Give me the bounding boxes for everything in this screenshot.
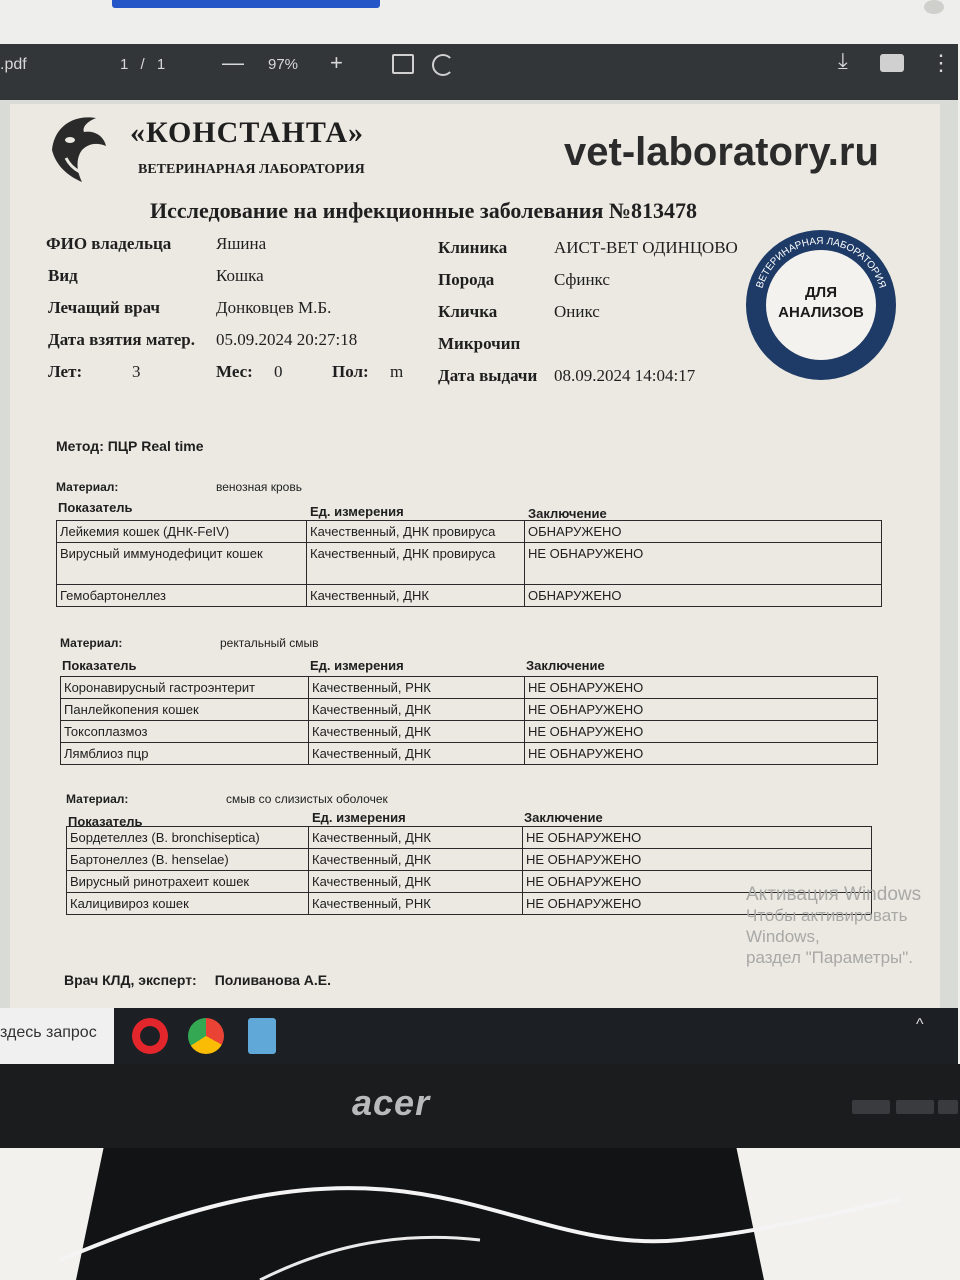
issue-date-value: 08.09.2024 14:04:17 xyxy=(554,366,696,385)
years-label: Лет: xyxy=(48,362,83,381)
indicator-cell: Бордетеллез (B. bronchiseptica) xyxy=(67,827,309,849)
monitor-frame xyxy=(0,1064,960,1148)
indicator-cell: Калицивироз кошек xyxy=(67,893,309,915)
screen xyxy=(0,44,958,1064)
stamp-line-2: АНАЛИЗОВ xyxy=(778,304,864,321)
download-icon[interactable]: ⤓ xyxy=(838,48,848,73)
chip-label: Микрочип xyxy=(438,334,521,353)
col-unit: Ед. измерения xyxy=(312,810,406,825)
owner-value: Яшина xyxy=(216,234,267,253)
indicator-cell: Коронавирусный гастроэнтерит xyxy=(61,677,309,699)
col-indicator: Показатель xyxy=(68,814,143,829)
table-row xyxy=(57,521,882,543)
sex-value: m xyxy=(390,362,404,381)
unit-cell: Качественный, ДНК xyxy=(309,871,523,893)
conclusion-cell: НЕ ОБНАРУЖЕНО xyxy=(523,893,872,915)
activation-line-2: Чтобы активировать Windows, xyxy=(746,906,908,946)
issue-date-label: Дата выдачи xyxy=(438,366,538,385)
opera-icon[interactable] xyxy=(132,1018,168,1054)
indicator-cell: Гемобартонеллез xyxy=(57,585,307,607)
conclusion-cell: НЕ ОБНАРУЖЕНО xyxy=(525,743,878,765)
stamp-line-1: ДЛЯ xyxy=(805,284,837,301)
breed-value: Сфинкс xyxy=(554,270,610,289)
table-row xyxy=(57,543,882,585)
conclusion-cell: НЕ ОБНАРУЖЕНО xyxy=(525,699,878,721)
sample-date-label: Дата взятия матер. xyxy=(48,330,195,349)
monitor-button[interactable] xyxy=(852,1100,890,1114)
brand-subtitle: ВЕТЕРИНАРНАЯ ЛАБОРАТОРИЯ xyxy=(138,162,365,177)
col-conclusion: Заключение xyxy=(526,658,605,673)
results-table xyxy=(60,676,878,765)
table-row xyxy=(61,677,878,699)
conclusion-cell: НЕ ОБНАРУЖЕНО xyxy=(523,871,872,893)
lab-stamp xyxy=(746,230,896,380)
unit-cell: Качественный, ДНК xyxy=(309,699,525,721)
signer-label: Врач КЛД, эксперт: xyxy=(64,972,197,988)
indicator-cell: Лейкемия кошек (ДНК-FeIV) xyxy=(57,521,307,543)
pdf-toolbar xyxy=(0,44,958,100)
calculator-icon[interactable] xyxy=(248,1018,276,1054)
material-row xyxy=(66,792,388,806)
col-conclusion: Заключение xyxy=(528,506,607,521)
material-value: ректальный смыв xyxy=(220,636,319,650)
conclusion-cell: НЕ ОБНАРУЖЕНО xyxy=(525,721,878,743)
windows-activation-watermark xyxy=(746,884,958,968)
conclusion-cell: НЕ ОБНАРУЖЕНО xyxy=(525,543,882,585)
indicator-cell: Лямблиоз пцр xyxy=(61,743,309,765)
months-label: Мес: xyxy=(216,362,253,381)
conclusion-cell: НЕ ОБНАРУЖЕНО xyxy=(523,849,872,871)
table-row xyxy=(61,699,878,721)
clinic-label: Клиника xyxy=(438,238,508,257)
signer-name: Поливанова А.Е. xyxy=(214,972,332,988)
unit-cell: Качественный, РНК xyxy=(309,893,523,915)
doctor-label: Лечащий врач xyxy=(48,298,160,317)
monitor-bezel-top xyxy=(0,0,960,44)
pet-name-label: Кличка xyxy=(438,302,498,321)
months-value: 0 xyxy=(274,362,283,381)
material-label: Материал: xyxy=(66,792,129,806)
orca-logo-icon xyxy=(46,110,110,186)
sample-date-value: 05.09.2024 20:27:18 xyxy=(216,330,358,349)
indicator-cell: Вирусный ринотрахеит кошек xyxy=(67,871,309,893)
material-label: Материал: xyxy=(56,480,119,494)
material-row xyxy=(56,480,302,494)
table-row xyxy=(61,743,878,765)
table-row xyxy=(57,585,882,607)
more-menu-icon[interactable]: ⋮ xyxy=(930,50,952,75)
unit-cell: Качественный, ДНК провируса xyxy=(307,521,525,543)
zoom-out-button[interactable]: — xyxy=(222,50,244,75)
website: vet-laboratory.ru xyxy=(564,130,879,174)
indicator-cell: Токсоплазмоз xyxy=(61,721,309,743)
col-unit: Ед. измерения xyxy=(310,504,404,519)
taskbar xyxy=(0,1008,958,1064)
table-row xyxy=(67,827,872,849)
fit-page-icon[interactable] xyxy=(392,54,414,74)
tray-chevron-icon[interactable]: ^ xyxy=(916,1016,924,1033)
breed-label: Порода xyxy=(438,270,495,289)
owner-label: ФИО владельца xyxy=(46,234,172,253)
activation-line-3: раздел "Параметры". xyxy=(746,948,914,967)
table-row xyxy=(67,849,872,871)
conclusion-cell: НЕ ОБНАРУЖЕНО xyxy=(525,677,878,699)
conclusion-cell: ОБНАРУЖЕНО xyxy=(525,585,882,607)
method: Метод: ПЦР Real time xyxy=(56,438,204,454)
col-conclusion: Заключение xyxy=(524,810,603,825)
results-table xyxy=(56,520,882,607)
unit-cell: Качественный, РНК xyxy=(309,677,525,699)
indicator-cell: Панлейкопения кошек xyxy=(61,699,309,721)
material-value: венозная кровь xyxy=(216,480,302,494)
zoom-level[interactable]: 97% xyxy=(268,56,299,73)
stamp-ring-top: ВЕТЕРИНАРНАЯ ЛАБОРАТОРИЯ xyxy=(754,235,888,290)
years-value: 3 xyxy=(132,362,141,381)
brand-name: «КОНСТАНТА» xyxy=(130,116,365,149)
pet-name-value: Оникс xyxy=(554,302,600,321)
doctor-value: Донковцев М.Б. xyxy=(216,298,332,317)
table-row xyxy=(61,721,878,743)
webcam xyxy=(924,0,944,14)
conclusion-cell: НЕ ОБНАРУЖЕНО xyxy=(523,827,872,849)
file-name: .pdf xyxy=(0,56,27,73)
unit-cell: Качественный, ДНК провируса xyxy=(307,543,525,585)
species-label: Вид xyxy=(48,266,78,285)
conclusion-cell: ОБНАРУЖЕНО xyxy=(525,521,882,543)
unit-cell: Качественный, ДНК xyxy=(309,849,523,871)
material-row xyxy=(60,636,319,650)
stamp-center xyxy=(766,250,876,360)
document-title: Исследование на инфекционные заболевания №813478 xyxy=(150,198,697,223)
unit-cell: Качественный, ДНК xyxy=(307,585,525,607)
col-indicator: Показатель xyxy=(62,658,137,673)
indicator-cell: Вирусный иммунодефицит кошек xyxy=(57,543,307,585)
zoom-in-button[interactable]: + xyxy=(330,50,343,75)
rotate-icon[interactable] xyxy=(432,54,454,76)
col-unit: Ед. измерения xyxy=(310,658,404,673)
monitor-button[interactable] xyxy=(896,1100,934,1114)
species-value: Кошка xyxy=(216,266,264,285)
clinic-value: АИСТ-ВЕТ ОДИНЦОВО xyxy=(554,238,738,257)
unit-cell: Качественный, ДНК xyxy=(309,827,523,849)
unit-cell: Качественный, ДНК xyxy=(309,743,525,765)
material-value: смыв со слизистых оболочек xyxy=(226,792,388,806)
unit-cell: Качественный, ДНК xyxy=(309,721,525,743)
sex-label: Пол: xyxy=(332,362,369,381)
material-label: Материал: xyxy=(60,636,123,650)
monitor-button[interactable] xyxy=(938,1100,958,1114)
monitor-brand: acer xyxy=(352,1082,431,1123)
indicator-cell: Бартонеллез (B. henselae) xyxy=(67,849,309,871)
print-icon[interactable] xyxy=(880,54,904,72)
cable xyxy=(60,1170,900,1280)
taskbar-search[interactable]: здесь запрос xyxy=(0,1008,114,1064)
col-indicator: Показатель xyxy=(58,500,133,515)
signer xyxy=(64,972,331,988)
activation-line-1: Активация Windows xyxy=(746,884,922,905)
browser-tab-strip xyxy=(112,0,380,8)
page-indicator[interactable]: 1 / 1 xyxy=(120,56,170,73)
chrome-icon[interactable] xyxy=(188,1018,224,1054)
